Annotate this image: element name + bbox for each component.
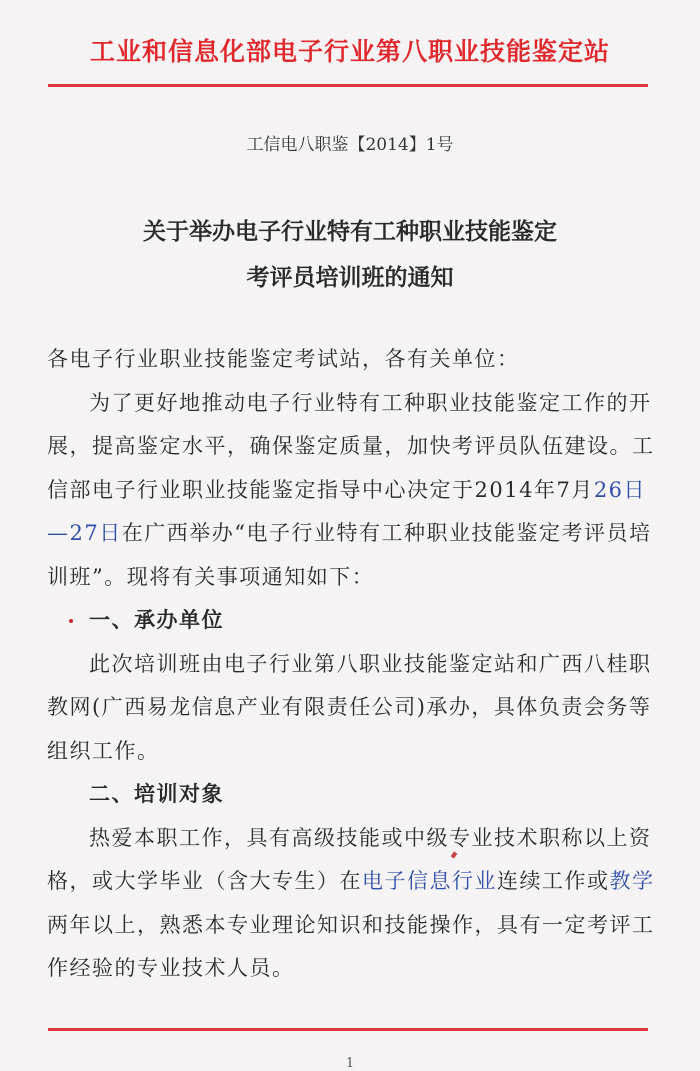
section-1-paragraph: 此次培训班由电子行业第八职业技能鉴定站和广西八桂职教网(广西易龙信息产业有限责任公司)承办，具体负责会务等组织工作。 xyxy=(47,651,652,763)
intro-paragraph xyxy=(47,382,657,600)
intro-text-part-1: 为了更好地推动电子行业特有工种职业技能鉴定工作的开展，提高鉴定水平，确保鉴定质量，加快考评员队伍建设。工信部电子行业职业技能鉴定指导中心决定于2014年7月 xyxy=(47,390,655,502)
red-ink-mark xyxy=(69,619,73,623)
section-1-heading-wrap xyxy=(47,599,657,643)
document-body xyxy=(47,338,657,991)
section-1-heading: 一、承办单位 xyxy=(89,608,224,632)
footer-red-rule xyxy=(48,1028,648,1031)
issuer-header-title: 工业和信息化部电子行业第八职业技能鉴定站 xyxy=(89,37,610,66)
section-2-paragraph xyxy=(47,817,657,991)
salutation: 各电子行业职业技能鉴定考试站，各有关单位： xyxy=(47,347,520,371)
section-2-text-part-3: 两年以上，熟悉本专业理论知识和技能操作，具有一定考评工作经验的专业技术人员。 xyxy=(47,912,655,980)
header-red-rule xyxy=(48,84,648,87)
document-number: 工信电八职鉴【2014】1号 xyxy=(246,135,454,155)
document-title-line-2: 考评员培训班的通知 xyxy=(246,265,454,291)
intro-text-part-2: 在广西举办“电子行业特有工种职业技能鉴定考评员培训班”。现将有关事项通知如下： xyxy=(47,521,652,589)
page-number: 1 xyxy=(345,1056,355,1071)
section-2-text-part-2: 连续工作或 xyxy=(497,869,610,893)
teaching-highlight: 教学 xyxy=(609,869,655,893)
section-2-heading: 二、培训对象 xyxy=(89,782,224,806)
training-date-highlight: 26日—27日 xyxy=(47,477,647,545)
section-2-text-part-1: 热爱本职工作，具有高级技能或中级专业技术职称以上资格，或大学毕业（含大专生）在 xyxy=(47,825,652,893)
industry-highlight: 电子信息行业 xyxy=(362,869,497,893)
document-title-line-1: 关于举办电子行业特有工种职业技能鉴定 xyxy=(143,219,557,245)
